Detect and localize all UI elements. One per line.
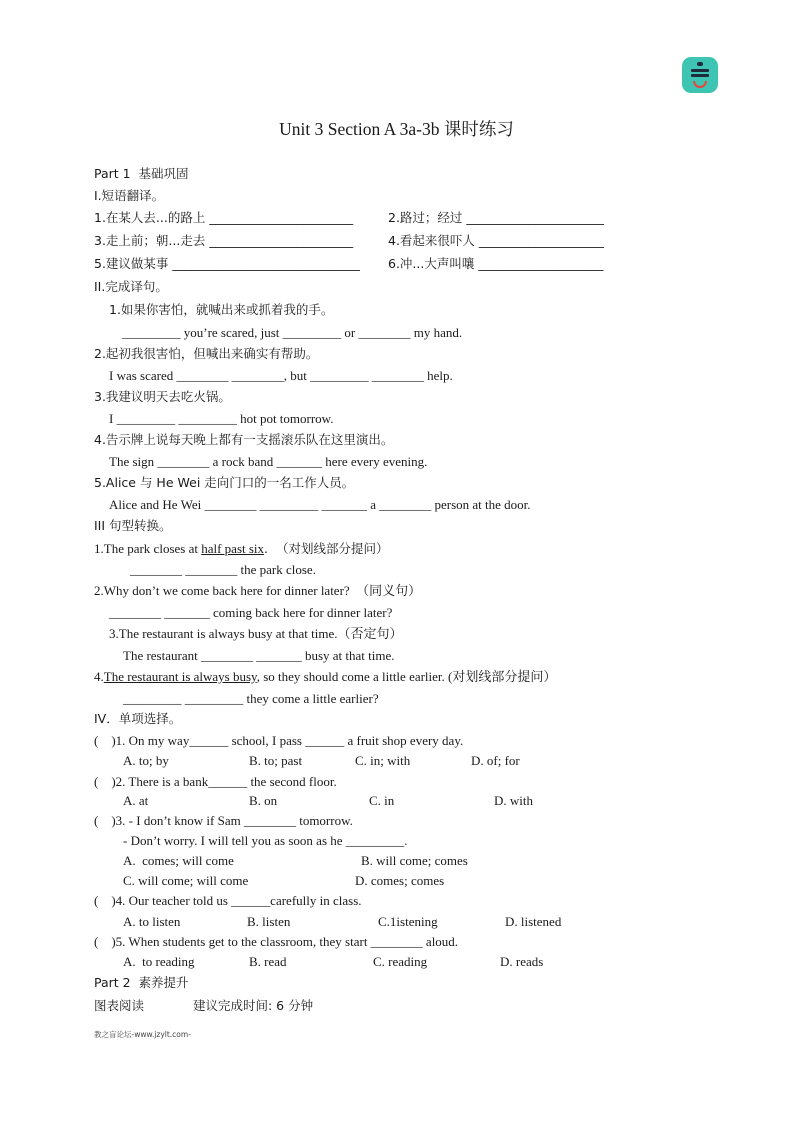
mc-option: B. listen [247, 914, 291, 929]
mc-option: C. reading [373, 954, 428, 969]
brand-logo-icon [682, 57, 718, 93]
mc-option: D. reads [500, 954, 544, 969]
mc-option: A. comes; will come [123, 853, 234, 868]
mc-option: A. to reading [123, 954, 195, 969]
mc-option: B. read [249, 954, 287, 969]
mc-question: ( )5. When students get to the classroom, they start ________ aloud. [94, 934, 459, 949]
phrase-item: 2.路过；经过 ______________________ [388, 210, 604, 225]
mc-option: C. will come; will come [123, 873, 249, 888]
mc-option: B. will come; comes [361, 853, 468, 868]
phrase-item: 1.在某人去...的路上 _______________________ [94, 210, 354, 225]
mc-question: ( )2. There is a bank______ the second floor. [94, 774, 337, 789]
mc-question: ( )1. On my way______ school, I pass ______ a fruit shop every day. [94, 733, 464, 748]
mc-question: ( )3. - I don’t know if Sam ________ tomorrow. [94, 813, 353, 828]
mc-option: D. listened [505, 914, 562, 929]
mc-option: D. with [494, 793, 533, 808]
mc-option: D. comes; comes [355, 873, 445, 888]
transform-question: 2.Why don’t we come back here for dinner later? （同义句） [94, 583, 422, 598]
page-title: Unit 3 Section A 3a-3b 课时练习 [279, 119, 514, 139]
phrase-item: 6.冲...大声叫嚷 ____________________ [388, 256, 604, 271]
mc-option: A. at [123, 793, 149, 808]
phrase-item: 4.看起来很吓人 ____________________ [388, 233, 604, 248]
phrase-item: 3.走上前；朝...走去 _______________________ [94, 233, 354, 248]
mc-question-cont: - Don’t worry. I will tell you as soon as he _________. [123, 833, 408, 848]
mc-question: ( )4. Our teacher told us ______carefully in class. [94, 893, 362, 908]
section4-heading: IV．单项选择。 [94, 711, 182, 726]
mc-option: C. in [369, 793, 395, 808]
transform-answer: The restaurant ________ _______ busy at that time. [123, 648, 395, 663]
mc-option: A. to listen [123, 914, 181, 929]
transform-answer: ________ ________ the park close. [130, 562, 316, 577]
sentence-en: Alice and He Wei ________ _________ _______ a ________ person at the door. [109, 497, 531, 512]
footer-text: 教之盲论坛-www.jzylt.com- [94, 1030, 191, 1039]
section3-heading: III 句型转换。 [94, 518, 172, 533]
sentence-cn: 1.如果你害怕，就喊出来或抓着我的手。 [109, 302, 334, 317]
section2-heading: II.完成译句。 [94, 279, 168, 294]
part1-heading: Part 1 基础巩固 [94, 166, 189, 181]
mc-option: C.1istening [378, 914, 438, 929]
time-label: 建议完成时间: 6 分钟 [193, 998, 314, 1013]
sentence-cn: 4.告示牌上说每天晚上都有一支摇滚乐队在这里演出。 [94, 432, 394, 447]
phrase-item: 5.建议做某事 ______________________________ [94, 256, 360, 271]
transform-answer: _________ _________ they come a little earlier? [123, 691, 379, 706]
sentence-en: _________ you’re scared, just _________ or ________ my hand. [122, 325, 463, 340]
mc-option: B. to; past [249, 753, 303, 768]
transform-question: 3.The restaurant is always busy at that time.（否定句） [109, 626, 403, 641]
reading-label: 图表阅读 [94, 998, 145, 1013]
transform-question: 4.The restaurant is always busy, so they should come a little earlier. (对划线部分提问） [94, 669, 557, 684]
sentence-cn: 5.Alice 与 He Wei 走向门口的一名工作人员。 [94, 475, 355, 490]
sentence-cn: 2.起初我很害怕，但喊出来确实有帮助。 [94, 346, 319, 361]
part2-heading: Part 2 素养提升 [94, 975, 189, 990]
sentence-en: I was scared ________ ________, but _________ ________ help. [109, 368, 453, 383]
sentence-en: The sign ________ a rock band _______ here every evening. [109, 454, 428, 469]
mc-option: D. of; for [471, 753, 520, 768]
mc-option: B. on [249, 793, 278, 808]
mc-option: A. to; by [123, 753, 169, 768]
mc-option: C. in; with [355, 753, 411, 768]
sentence-en: I _________ _________ hot pot tomorrow. [109, 411, 334, 426]
transform-question: 1.The park closes at half past six. （对划线部分提问） [94, 541, 389, 556]
transform-answer: ________ _______ coming back here for dinner later? [109, 605, 393, 620]
section1-heading: I.短语翻译。 [94, 188, 165, 203]
sentence-cn: 3.我建议明天去吃火锅。 [94, 389, 231, 404]
